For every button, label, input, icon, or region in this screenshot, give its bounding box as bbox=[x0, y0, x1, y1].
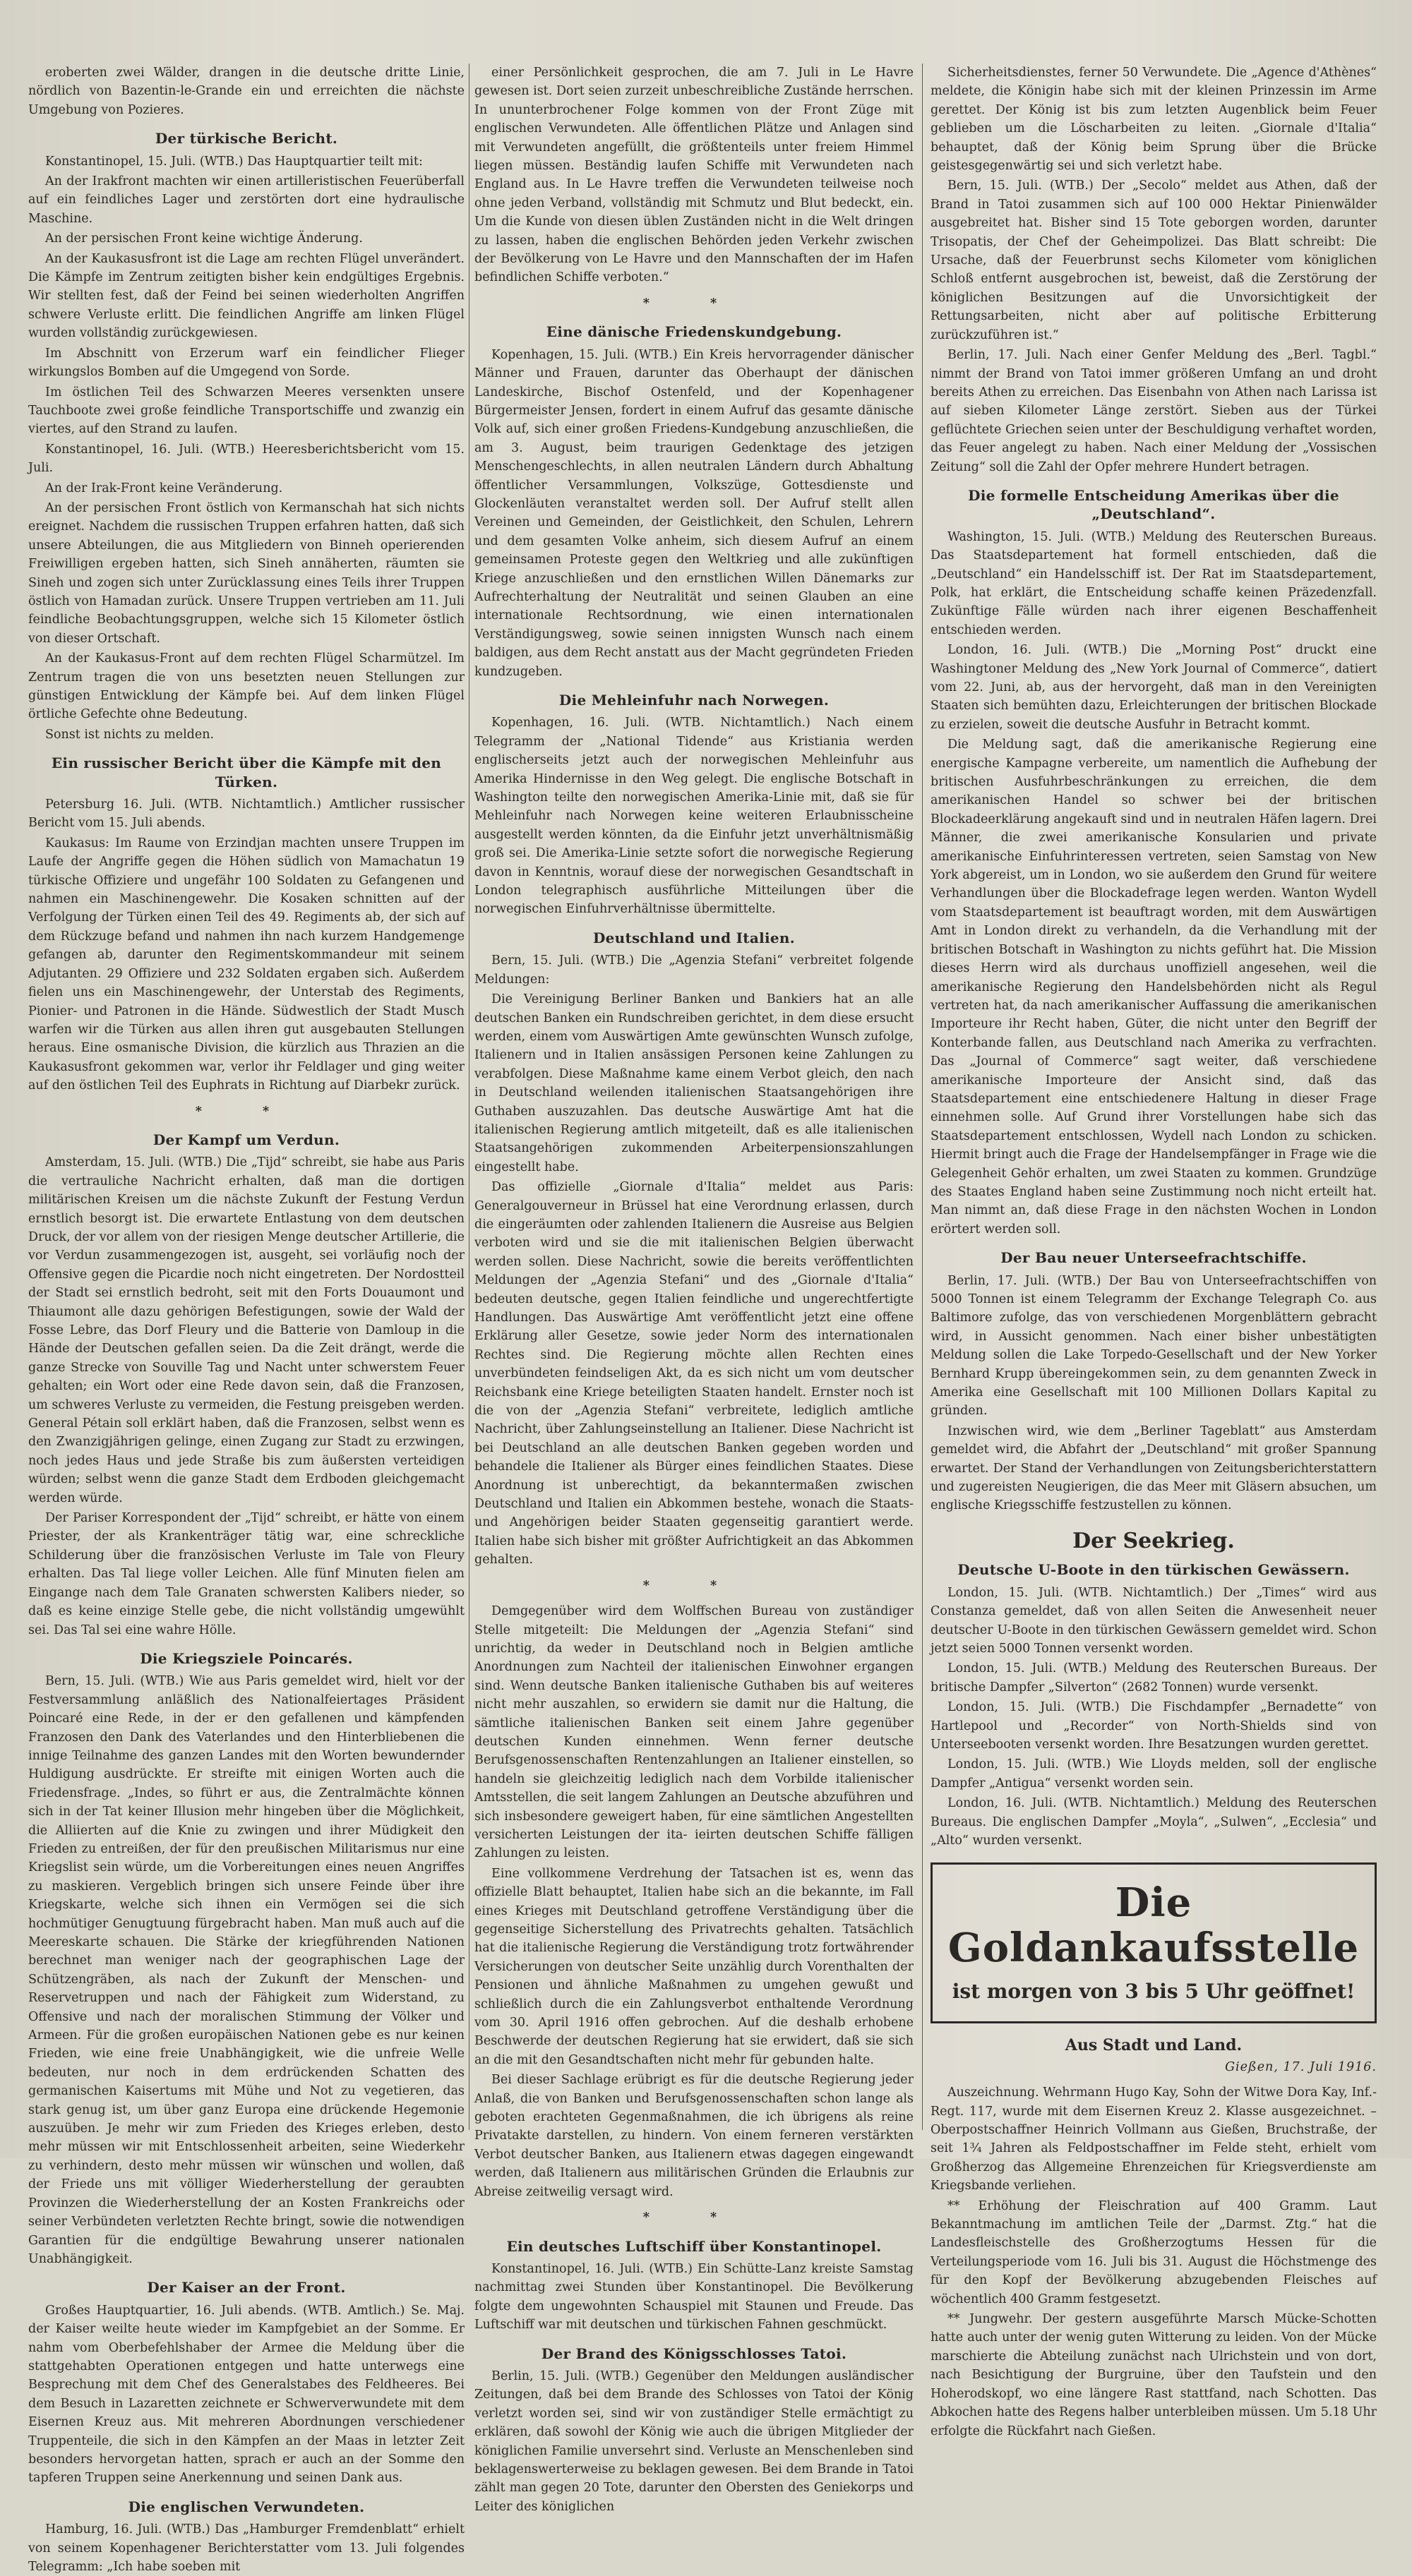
article-headline: Die Mehleinfuhr nach Norwegen. bbox=[558, 692, 830, 709]
article-paragraph: Bei dieser Sachlage erübrigt es für die deutsche Regierung jeder Anlaß, die von Banken und Berufsgenossenschaften schon lange als geboten erachteten Gegenmaßnahmen, die ich übrigens als reine Privatakte darstellen, zu hindern. Von einem ferneren verstärkten Verbot deutscher Banken, aus Italienern etwas dagegen eingewandt werden, daß Italienern aus militärischen Gründen die Erlaubnis zur Abreise zeitweilig versagt wird. bbox=[474, 2073, 914, 2199]
article-paragraph: Auszeichnung. Wehrmann Hugo Kay, Sohn der Witwe Dora Kay, Inf.-Regt. 117, wurde mit dem Eisernen Kreuz 2. Klasse ausgezeichnet. – Oberpostschaffner Heinrich Vollmann aus Gießen, Bruchstraße, der seit 1¾ Jahren als Feldpostschaffner im Felde steht, erhielt vom Großherzog das Allgemeine Ehrenzeichen für Kriegsverdienste am Kriegsbande verliehen. bbox=[931, 2086, 1377, 2193]
article-paragraph: Kaukasus: Im Raume von Erzindjan machten unsere Truppen im Laufe der Angriffe gegen die Höhen südlich von Mamachatun 19 türkische Offiziere und ungefähr 100 Soldaten zu Gefangenen und nahmen ein Maschinengewehr. Die Kosaken schnitten auf der Verfolgung der Türken einen Teil des 49. Regiments ab, der sich auf dem Rückzuge befand und nahmen ihn nach kurzem Handgemenge gefangen ab, darunter den Regimentskommandeur mit seinem Adjutanten. 29 Offiziere und 232 Soldaten ergaben sich. Außerdem fielen uns ein Maschinengewehr, der Unterstab des Regiments, Pionier- und Patronen in die Hände. Südwestlich der Stadt Musch warfen wir die Türken aus allen ihren gut ausgebauten Stellungen heraus. Eine osmanische Division, die kürzlich aus Thrazien an die Kaukasusfront gekommen war, verlor ihr Feldlager und ging weiter auf den östlichen Teil des Euphrats in Richtung auf Diarbekr zurück. bbox=[28, 836, 465, 1093]
article-paragraph: Demgegenüber wird dem Wolffschen Bureau von zuständiger Stelle mitgeteilt: Die Meldungen der „Agenzia Stefani“ sind unrichtig, da weder in Deutschland noch in Belgien amtliche Anordnungen zum Nachteil der italienischen Einwohner ergangen sind. Wenn deutsche Banken italienische Guthaben bis auf weiteres nicht mehr auszahlen, so erwidern sie damit nur die Haltung, die sämtliche italienischen Banken seit einem Jahre gegenüber deutschen Kunden einnehmen. Wenn ferner deutsche Berufsgenossenschaften Rentenzahlungen an Italiener einstellen, so handeln sie gleichzeitig lediglich nach dem Vorbilde italienischer Amtsstellen, die seit langem Zahlungen an Deutsche abzuführen und sich insbesondere geweigert haben, für eine sämtlichen Angestellten versicherten Leistungen der ita- ieirten deutschen Schiffe fälligen Zahlungen zu leisten. bbox=[474, 1604, 914, 1861]
article-paragraph: London, 15. Juli. (WTB.) Wie Lloyds melden, soll der englische Dampfer „Antigua“ versenkt worden sein. bbox=[931, 1757, 1377, 1790]
article-headline: Ein deutsches Luftschiff über Konstantinopel. bbox=[506, 2237, 882, 2255]
article-paragraph: ** Jungwehr. Der gestern ausgeführte Marsch Mücke-Schotten hatte auch unter der wenig guten Witterung zu leiden. Von der Mücke marschierte die Abteilung zunächst nach Ulrichstein und von dort, nach Besichtigung der Burgruine, über den Taufstein und den Hoherodskopf, wo eine längere Rast stattfand, nach Schotten. Das Abkochen hatte des Regens halber unterbleiben müssen. Um 5.18 Uhr erfolgte die Rückfahrt nach Gießen. bbox=[931, 2312, 1377, 2438]
article-paragraph: An der Kaukasusfront ist die Lage am rechten Flügel unverändert. Die Kämpfe im Zentrum zeitigten bisher kein endgültiges Ergebnis. Wir stellten fest, daß der Feind bei seinen wiederholten Angriffen schwere Verluste erlitt. Die feindlichen Angriffe am linken Flügel wurden vollständig zurückgewiesen. bbox=[28, 251, 465, 341]
article-paragraph: einer Persönlichkeit gesprochen, die am 7. Juli in Le Havre gewesen ist. Dort seien zurzeit unbeschreibliche Zustände herrschen. In ununterbrochener Folge kommen von der Front Züge mit englischen Verwundeten. Alle öffentlichen Plätze und Anlagen sind mit Verwundeten angefüllt, die größtenteils unter freiem Himmel liegen müssen. Beständig laufen Schiffe mit Verwundeten nach England aus. In Le Havre treffen die Verwundeten teilweise noch ohne jeden Verband, vollständig mit Schmutz und Blut bedeckt, ein. Um die Kunde von diesen üblen Zuständen nicht in die Welt dringen zu lassen, haben die englischen Behörden jeden Verkehr zwischen der Bevölkerung von Le Havre und den Mannschaften der im Hafen befindlichen Schiffe verboten.“ bbox=[474, 66, 914, 285]
article-headline: Eine dänische Friedenskundgebung. bbox=[546, 323, 842, 341]
section-separator: * * bbox=[642, 1578, 746, 1593]
article-paragraph: An der Kaukasus-Front auf dem rechten Flügel Scharmützel. Im Zentrum tragen die von uns besetzten neuen Stellungen zur günstigen Entwicklung der Kämpfe bei. Auf dem linken Flügel örtliche Gefechte ohne Bedeutung. bbox=[28, 651, 465, 722]
article-paragraph: Konstantinopel, 16. Juli. (WTB.) Ein Schütte-Lanz kreiste Samstag nachmittag zwei Stunden über Konstantinopel. Die Bevölkerung folgte dem ungewohnten Schauspiel mit Staunen und Freude. Das Luftschiff war mit deutschen und türkischen Fahnen geschmückt. bbox=[474, 2261, 914, 2333]
article-paragraph: Inzwischen wird, wie dem „Berliner Tageblatt“ aus Amsterdam gemeldet wird, die Abfahrt der „Deutschland“ mit großer Spannung erwartet. Der Stand der Verhandlungen von Zeitungsberichterstattern und zugereisten Neugierigen, die das Meer mit Gläsern absuchen, um englische Kriegsschiffe festzustellen zu können. bbox=[931, 1424, 1377, 1513]
article-paragraph: An der Irakfront machten wir einen artilleristischen Feuerüberfall auf ein feindliches Lager und zerstörten dort eine hydraulische Maschine. bbox=[28, 174, 465, 226]
column-rule bbox=[922, 64, 923, 2130]
column-left bbox=[28, 64, 465, 2574]
article-paragraph: London, 16. Juli. (WTB. Nichtamtlich.) Meldung des Reuterschen Bureaus. Die englischen Dampfer „Moyla“, „Sulwen“, „Ecclesia“ und „Alto“ wurden versenkt. bbox=[931, 1796, 1377, 1848]
article-paragraph: Eine vollkommene Verdrehung der Tatsachen ist es, wenn das offizielle Blatt behauptet, Italien habe sich an die bekannte, im Fall eines Krieges mit Deutschland getroffene Verständigung über die gegenseitige Sicherstellung des Privatrechts gehalten. Tatsächlich hat die italienische Regierung die Verständigung trotz fortwährender Versicherungen von deutscher Seite unzählig durch Vorenthalten der Pensionen und ähnliche Maßnahmen zu umgehen gewußt und schließlich durch die ein Zahlungsverbot enthaltende Verordnung vom 30. April 1916 offen gebrochen. Auf die deshalb erhobene Beschwerde der deutschen Regierung hat sie erwidert, daß sie sich an die mit den Gesandtschaften nicht mehr für gebunden halte. bbox=[474, 1866, 914, 2067]
article-headline: Der Brand des Königsschlosses Tatoi. bbox=[541, 2345, 847, 2362]
article-headline: Deutsche U-Boote in den türkischen Gewässern. bbox=[957, 1561, 1350, 1579]
article-paragraph: Sicherheitsdienstes, ferner 50 Verwundete. Die „Agence d'Athènes“ meldete, die Königin habe sich mit der kleinen Prinzessin im Arme gerettet. Der König ist bis zum letzten Augenblick beim Feuer geblieben um die Löscharbeiten zu leiten. „Giornale d'Italia“ behauptet, daß der König beim Sprung über die Brücke geistesgegenwärtig sei und sich verletzt habe. bbox=[931, 66, 1377, 174]
article-headline: Die Kriegsziele Poincarés. bbox=[140, 1649, 353, 1667]
article-paragraph: Die Meldung sagt, daß die amerikanische Regierung eine energische Kampagne verbereite, um namentlich die Aufhebung der britischen Ausfuhrbeschränkungen zu erreichen, die dem amerikanischen Handel so schwer bei der britischen Blockadeerklärung angekauft sind und in neutralen Häfen lagern. Drei Männer, die zwei amerikanische Konsularien und private amerikanische Einfuhrinteressen vertreten, seien Samstag von New York abgereist, um in London, wo sie außerdem den Grund für weitere Verhandlungen über die Blockadefrage legen werden. Wanton Wydell vom Staatsdepartement ist beauftragt worden, mit dem Auswärtigen Amt in London direkt zu verhandeln, da die Verhandlung mit der britischen Botschaft in Washington zu nichts geführt hat. Die Mission dieses Herrn wird als durchaus unoffiziell angesehen, weil die amerikanische Regierung den Handelsbehörden nicht als Regul vertreten hat, da nach amerikanischer Auffassung die amerikanischen Importeure ihr Recht haben, Güter, die nicht unter den Begriff der Konterbande fallen, aus Deutschland nach Amerika zu verfrachten. Das „Journal of Commerce“ sagt weiter, daß verschiedene amerikanische Importeure der Ansicht sind, daß das Staatsdepartement eine entschiedenere Haltung in dieser Frage einnehmen solle. Auf Grund ihrer Vorstellungen habe sich das Staatsdepartement entschlossen, Wydell nach London zu schicken. Hiermit bringt auch die Frage der Handelsempfänger in Frage wie die Gelegenheit Gehör erhalten, um zwei Staaten zu kommen. Grundzüge des Staates England haben seine Zustimmung noch nicht erteilt hat. Man nimmt an, daß diese Frage in den nächsten Wochen in London erörtert werden soll. bbox=[931, 738, 1377, 1236]
article-paragraph: Bern, 15. Juli. (WTB.) Wie aus Paris gemeldet wird, hielt vor der Festversammlung anläßlich des Nationalfeiertages Präsident Poincaré eine Rede, in der er den gefallenen und kämpfenden Franzosen den Dank des Vaterlandes und den Hinterbliebenen die innige Teilnahme des ganzen Landes mit den Worten bewundernder Huldigung ausdrückte. Er streifte mit einigen Worten auch die Friedensfrage. „Indes, so führt er aus, die Zentralmächte können sich in der Tat keiner Illusion mehr hingeben über die Möglichkeit, die Alliierten auf die Knie zu zwingen und ihrer Müdigkeit den Frieden zu entreißen, der für den preußischen Militarismus nur eine Kriegslist sein würde, um die Vorbereitungen eines neuen Angriffes zu maskieren. Vergeblich bringen sich unsere Feinde über ihre Kriegskarte, welche sich ihnen ein Vermögen sei die sich hochmütiger Genugtuung fürgebracht haben. Man muß auch auf die Meereskarte schauen. Die Stärke der kriegführenden Nationen berechnet man weniger nach der geographischen Lage der Schützengräben, als nach der Zukunft der Menschen- und Reservetruppen und nach der Fähigkeit zum Widerstand, zu Offensive und nach der moralischen Stimmung der Völker und Armeen. Für die großen europäischen Nationen gebe es nur keinen Frieden, wie eine freie Unabhängigkeit, wie die unfreie Welle bedeuten, nur noch in dem erdrückenden Schatten des germanischen Kaisertums mit Mühe und Not zu vegetieren, das stark genug ist, um über ganz Europa eine drückende Hegemonie auszuüben. Je mehr wir zum Frieden des Krieges erleben, desto mehr müssen wir mit Entschlossenheit arbeiten, seine Wiederkehr zu verhindern, desto mehr müssen wir wünschen und wollen, daß der Friede uns mit völliger Wiederherstellung der geraubten Provinzen die Wiederherstellung der an Kosten Frankreichs oder seiner Verbündeten verletzten Rechte bringt, sowie die notwendigen Garantien für die endgültige Bewahrung unserer nationalen Unabhängigkeit. bbox=[28, 1674, 465, 2266]
article-headline: Der türkische Bericht. bbox=[155, 130, 338, 148]
article-paragraph: Sonst ist nichts zu melden. bbox=[45, 727, 215, 742]
article-paragraph: Das offizielle „Giornale d'Italia“ meldet aus Paris: Generalgouverneur in Brüssel hat eine Verordnung erlassen, durch die eingeräumten oder zahlenden Italienern die Ausreise aus Belgien verboten wird und sie die mit italienischen Belgien überwacht werden sollen. Diese Nachricht, sowie die bereits veröffentlichten Meldungen der „Agenzia Stefani“ und des „Giornale d'Italia“ bedeuten deutsche, gegen Italien feindliche und ungerechtfertigte Handlungen. Das Auswärtige Amt veröffentlicht jetzt eine offene Erklärung aller Gesetze, sowie jeder Norm des internationalen Rechtes sind. Die Regierung möchte allen Rechten eines unverbündeten feindseligen Akt, da es sich nicht um vom deutscher Reichsbank eine Kriege beteiligten Staaten handelt. Ernster noch ist die von der „Agenzia Stefani“ verbreitete, lediglich amtliche Nachricht, über Zahlungseinstellung an Italiener. Diese Nachricht ist bei Deutschland an alle deutschen Banken gegeben worden und behandele die Italiener als Bürger eines feindlichen Staates. Diese Anordnung ist unberechtigt, da bekanntermaßen zwischen Deutschland und Italien ein Abkommen bestehe, wonach die Staats- und Angehörigen beider Staaten gegenseitig garantiert werde. Italien habe sich bisher mit größter Aufrichtigkeit an das Abkommen gehalten. bbox=[474, 1180, 914, 1567]
article-paragraph: Washington, 15. Juli. (WTB.) Meldung des Reuterschen Bureaus. Das Staatsdepartement hat formell entschieden, daß die „Deutschland“ ein Handelsschiff ist. Der Rat im Staatsdepartement, Polk, hat erklärt, die Entscheidung schaffe keinen Präzedenzfall. Zukünftige Fälle würden nach ihrer eigenen Beschaffenheit entschieden werden. bbox=[931, 529, 1377, 637]
section-separator: * * bbox=[642, 2210, 746, 2225]
article-headline: Die formelle Entscheidung Amerikas über die „Deutschland“. bbox=[968, 486, 1339, 523]
article-paragraph: Im östlichen Teil des Schwarzen Meeres versenkten unsere Tauchboote zwei große feindliche Transportschiffe und zwanzig ein viertes, auf den Strand zu laufen. bbox=[28, 385, 465, 437]
article-paragraph: Im Abschnitt von Erzerum warf ein feindlicher Flieger wirkungslos Bomben auf die Umgegend von Sorde. bbox=[28, 346, 465, 380]
article-paragraph: Die Vereinigung Berliner Banken und Bankiers hat an alle deutschen Banken ein Rundschreiben gerichtet, in dem diese ersucht werden, einem vom Auswärtigen Amte gewünschten Wunsch zufolge, Italienern und in Italien ansässigen Personen keine Zahlungen zu verabfolgen. Diese Maßnahme kame einem Verbot gleich, den nach in Deutschland weilenden italienischen Staatsangehörigen ihre Guthaben auszuzahlen. Das deutsche Auswärtige Amt hat die italienischen Regierung amtlich mitgeteilt, daß es alle italienischen Staatsangehörigen zukommenden Arbeiterpensionszahlungen eingestellt habe. bbox=[474, 992, 914, 1174]
section-separator: * * bbox=[642, 296, 746, 311]
article-headline: Der Bau neuer Unterseefrachtschiffe. bbox=[1000, 1249, 1307, 1267]
article-paragraph: eroberten zwei Wälder, drangen in die deutsche dritte Linie, nördlich von Bazentin-le-Grande ein und erreichten die nächste Umgebung von Pozieres. bbox=[28, 66, 465, 117]
local-section-heading: Aus Stadt und Land. bbox=[1065, 2036, 1243, 2055]
section-separator: * * bbox=[195, 1104, 298, 1119]
article-headline: Der Kaiser an der Front. bbox=[147, 2279, 346, 2297]
column-right bbox=[931, 64, 1377, 2438]
article-paragraph: Großes Hauptquartier, 16. Juli abends. (WTB. Amtlich.) Se. Maj. der Kaiser weilte heute wieder im Kampfgebiet an der Somme. Er nahm vom Oberbefehlshaber der Armee die Meldung über die stattgehabten Operationen entgegen und hatte unterwegs eine Besprechung mit dem Chef des Generalstabes des Feldheeres. Bei dem Besuch in Lazaretten zeichnete er Schwerverwundete mit dem Eisernen Kreuz aus. Mit mehreren Abordnungen verschiedener Truppenteile, die sich in den Kämpfen an der Maas in letzter Zeit besonders hervorgetan hatten, sprach er auch an der Somme den tapferen Truppen seine Anerkennung und seinen Dank aus. bbox=[28, 2303, 465, 2486]
article-paragraph: Berlin, 17. Juli. (WTB.) Der Bau von Unterseefrachtschiffen von 5000 Tonnen ist einem Telegramm der Exchange Telegraph Co. aus Baltimore zufolge, das von verschiedenen Morgenblättern gebracht wird, in Aussicht genommen. Nach einer bisher unbestätigten Meldung sollen die Lake Torpedo-Gesellschaft und der New Yorker Bernhard Krupp übereingekommen sein, zu dem genannten Zweck in Amerika eine Gesellschaft mit 100 Millionen Dollars Kapital zu gründen. bbox=[931, 1273, 1377, 1419]
article-paragraph: Konstantinopel, 15. Juli. (WTB.) Das Hauptquartier teilt mit: bbox=[45, 154, 423, 169]
article-paragraph: Petersburg 16. Juli. (WTB. Nichtamtlich.) Amtlicher russischer Bericht vom 15. Juli abends. bbox=[28, 798, 465, 831]
column-middle bbox=[474, 64, 914, 2514]
article-paragraph: Bern, 15. Juli. (WTB.) Die „Agenzia Stefani“ verbreitet folgende Meldungen: bbox=[474, 953, 914, 987]
announcement-subtitle: ist morgen von 3 bis 5 Uhr geöffnet! bbox=[952, 1980, 1356, 2004]
section-heading: Der Seekrieg. bbox=[1072, 1528, 1235, 1553]
article-paragraph: Amsterdam, 15. Juli. (WTB.) Die „Tijd“ schreibt, sie habe aus Paris die vertrauliche Nachricht erhalten, daß man die dortigen militärischen Kreisen um die nächste Zukunft der Festung Verdun ernstlich besorgt ist. Die erwartete Entlastung von dem deutschen Druck, der vor allem von der riesigen Menge deutscher Artillerie, die vor Verdun zusammengezogen ist, ausgeht, sei vorläufig noch der Offensive gegen die Picardie noch nicht eingetreten. Der Nordostteil der Stadt sei ernstlich bedroht, seit mit den Forts Douaumont und Thiaumont alle dazu gehörigen Befestigungen, sowie der Wald der Fosse Lebre, das Dorf Fleury und die Batterie von Damloup in die Hände der Deutschen gefallen seien. Da die Zeit drängt, werde die ganze Strecke von Souville Tag und Nacht unter schwerstem Feuer gehalten; ein Wort oder eine Rede davon sein, daß die Franzosen, um schweres Verluste zu vermeiden, die Festung preisgeben werden. General Pétain soll erklärt haben, daß die Franzosen, selbst wenn es den Zwanzigjährigen gelinge, einen Zugang zur Stadt zu erzwingen, noch jedes Haus und jede Straße bis zum äußersten verteidigen würden; selbst wenn die ganze Stadt dem Erdboden gleichgemacht werden würde. bbox=[28, 1155, 465, 1505]
article-paragraph: Kopenhagen, 15. Juli. (WTB.) Ein Kreis hervorragender dänischer Männer und Frauen, darunter das Oberhaupt der dänischen Landeskirche, Bischof Ostenfeld, und der Kopenhagener Bürgermeister Jensen, fordert in einem Aufruf das gesamte dänische Volk auf, sich einer großen Friedens-Kundgebung anzuschließen, die am 3. August, beim traurigen Gedenktage des jetzigen Menschengeschlechts, in allen neutralen Ländern durch Abhaltung öffentlicher Versammlungen, Volkszüge, Gottesdienste und Glockenläuten veranstaltet werden soll. Der Aufruf stellt allen Vereinen und Gemeinden, der Geistlichkeit, den Schulen, Lehrern und dem gesamten Volke anheim, sich diesem Aufruf an einem gemeinsamen Proteste gegen den Weltkrieg und alle zukünftigen Kriege anzuschließen und den ernstlichen Willen Dänemarks zur Aufrechterhaltung der Neutralität und seinen Glauben an eine internationale Rechtsordnung, wie einen internationalen Verständigungsweg, sowie seinen innigsten Wunsch nach einem baldigen, aus dem Recht anstatt aus der Macht gegründeten Frieden kundzugeben. bbox=[474, 347, 914, 679]
article-paragraph: Berlin, 15. Juli. (WTB.) Gegenüber den Meldungen ausländischer Zeitungen, daß bei dem Brande des Schlosses von Tatoi der König verletzt worden sei, sind wir von zuständiger Stelle ermächtigt zu erklären, daß sowohl der König wie auch die übrigen Mitglieder der königlichen Familie unversehrt sind. Verluste an Menschenleben sind beklagenswerterweise zu beklagen gewesen. Bei dem Brande in Tatoi zählt man gegen 20 Tote, darunter den Obersten des Geniekorps und Leiter des königlichen bbox=[474, 2369, 914, 2514]
announcement-title: Die Goldankaufsstelle bbox=[947, 1879, 1360, 1972]
article-paragraph: Kopenhagen, 16. Juli. (WTB. Nichtamtlich.) Nach einem Telegramm der „National Tidende“ aus Kristiania werden englischerseits jetzt auch der norwegischen Mehleinfuhr aus Amerika Hindernisse in den Weg gelegt. Die englische Botschaft in Washington teilte den norwegischen Amerika-Linie mit, daß sie für Mehleinfuhr nach Norwegen keine weiteren Erlaubnisscheine ausgestellt werden könnten, da die Einfuhr jetzt unverhältnismäßig groß sei. Die Amerika-Linie setzte sofort die norwegische Regierung davon in Kenntnis, worauf diese der norwegischen Gesandtschaft in London telegraphisch ausführliche Mitteilungen über die norwegischen Einfuhrverhältnisse übermittelte. bbox=[474, 716, 914, 917]
article-paragraph: Hamburg, 16. Juli. (WTB.) Das „Hamburger Fremdenblatt“ erhielt von seinem Kopenhagener Berichterstatter vom 13. Juli folgendes Telegramm: „Ich habe soeben mit bbox=[28, 2522, 465, 2574]
article-paragraph: London, 15. Juli. (WTB.) Meldung des Reuterschen Bureaus. Der britische Dampfer „Silverton“ (2682 Tonnen) wurde versenkt. bbox=[931, 1661, 1377, 1695]
local-section-dateline: Gießen, 17. Juli 1916. bbox=[1225, 2059, 1377, 2074]
announcement-box bbox=[931, 1862, 1377, 2023]
article-headline: Ein russischer Bericht über die Kämpfe mit den Türken. bbox=[51, 754, 442, 790]
article-paragraph: ** Erhöhung der Fleischration auf 400 Gramm. Laut Bekanntmachung im amtlichen Teile der „Darmst. Ztg.“ hat die Landesfleischstelle des Großherzogtums Hessen für die Verteilungsperiode vom 16. Juli bis 31. August die Höchstmenge des für den Kopf der Bevölkerung abzugebenden Fleisches auf wöchentlich 400 Gramm festgesetzt. bbox=[931, 2198, 1377, 2306]
article-paragraph: An der persischen Front östlich von Kermanschah hat sich nichts ereignet. Nachdem die russischen Truppen erfahren hatten, daß sich unsere Abteilungen, die aus Mitgliedern von Binneh operierenden Freiwilligen ergeben hatten, sich Sineh annäherten, räumten sie Sineh und zogen sich unter Zurücklassung eines Teils ihrer Truppen östlich von Hamadan zurück. Unsere Truppen vertrieben am 11. Juli feindliche Beobachtungsgruppen, welche sich 15 Kilometer östlich von dieser Ortschaft. bbox=[28, 500, 465, 646]
article-paragraph: Berlin, 17. Juli. Nach einer Genfer Meldung des „Berl. Tagbl.“ nimmt der Brand von Tatoi immer größeren Umfang an und droht bereits Athen zu erreichen. Das Eisenbahn von Athen nach Larissa ist auf sieben Kilometer Länge zerstört. Sieben aus der Türkei geflüchtete Griechen seien unter der Beschuldigung verhaftet worden, das Feuer angelegt zu haben. Nach einer Meldung der „Vossischen Zeitung“ soll die Zahl der Opfer mehrere Hundert betragen. bbox=[931, 348, 1377, 474]
article-paragraph: Bern, 15. Juli. (WTB.) Der „Secolo“ meldet aus Athen, daß der Brand in Tatoi zusammen sich auf 100 000 Hektar Pinienwälder ausgebreitet hat. Bisher sind 15 Tote geborgen worden, darunter Trisopatis, der Chef der Geheimpolizei. Das Blatt schreibt: Die Ursache, daß der Feuerbrunst sechs Kilometer vom königlichen Schloß entfernt ausgebrochen ist, beweist, daß die Zerstörung der königlichen Besitzungen auf die Unvorsichtigkeit der Rettungsarbeiten, nicht aber auf politische Erbitterung zurückzuführen ist.“ bbox=[931, 179, 1377, 342]
article-paragraph: London, 16. Juli. (WTB.) Die „Morning Post“ druckt eine Washingtoner Meldung des „New York Journal of Commerce“, datiert vom 22. Juni, ab, aus der hervorgeht, daß man in den Vereinigten Staaten sich bemühten dazu, Erleichterungen der britischen Blockade zu erzielen, soweit die deutsche Ausfuhr in Betracht kommt. bbox=[931, 643, 1377, 732]
article-headline: Deutschland und Italien. bbox=[592, 929, 796, 946]
article-headline: Die englischen Verwundeten. bbox=[128, 2498, 365, 2515]
article-paragraph: London, 15. Juli. (WTB. Nichtamtlich.) Der „Times“ wird aus Constanza gemeldet, daß von allen Seiten die Anwesenheit neuer deutscher U-Boote in den türkischen Gewässern gemeldet wird. Schon jetzt seien 5000 Tonnen versenkt worden. bbox=[931, 1585, 1377, 1656]
article-paragraph: Der Pariser Korrespondent der „Tijd“ schreibt, er hätte von einem Priester, der als Krankenträger tätig war, eine schreckliche Schilderung über die französischen Verluste im Tale von Fleury erhalten. Das Tal liege voller Leichen. Alle fünf Minuten fielen am Eingange nach dem Tale Granaten schwersten Kalibers nieder, so daß es keine einzige Stelle gebe, die nicht vollständig umgewühlt sei. Das Tal sei eine wahre Hölle. bbox=[28, 1511, 465, 1637]
article-paragraph: Konstantinopel, 16. Juli. (WTB.) Heeresberichtsbericht vom 15. Juli. bbox=[28, 442, 465, 476]
article-paragraph: An der Irak-Front keine Veränderung. bbox=[45, 481, 283, 495]
article-paragraph: London, 15. Juli. (WTB.) Die Fischdampfer „Bernadette“ von Hartlepool und „Recorder“ von North-Shields sind von Unterseebooten versenkt worden. Ihre Besatzungen wurden gerettet. bbox=[931, 1700, 1377, 1752]
article-paragraph: An der persischen Front keine wichtige Änderung. bbox=[45, 231, 363, 246]
article-headline: Der Kampf um Verdun. bbox=[152, 1131, 340, 1148]
